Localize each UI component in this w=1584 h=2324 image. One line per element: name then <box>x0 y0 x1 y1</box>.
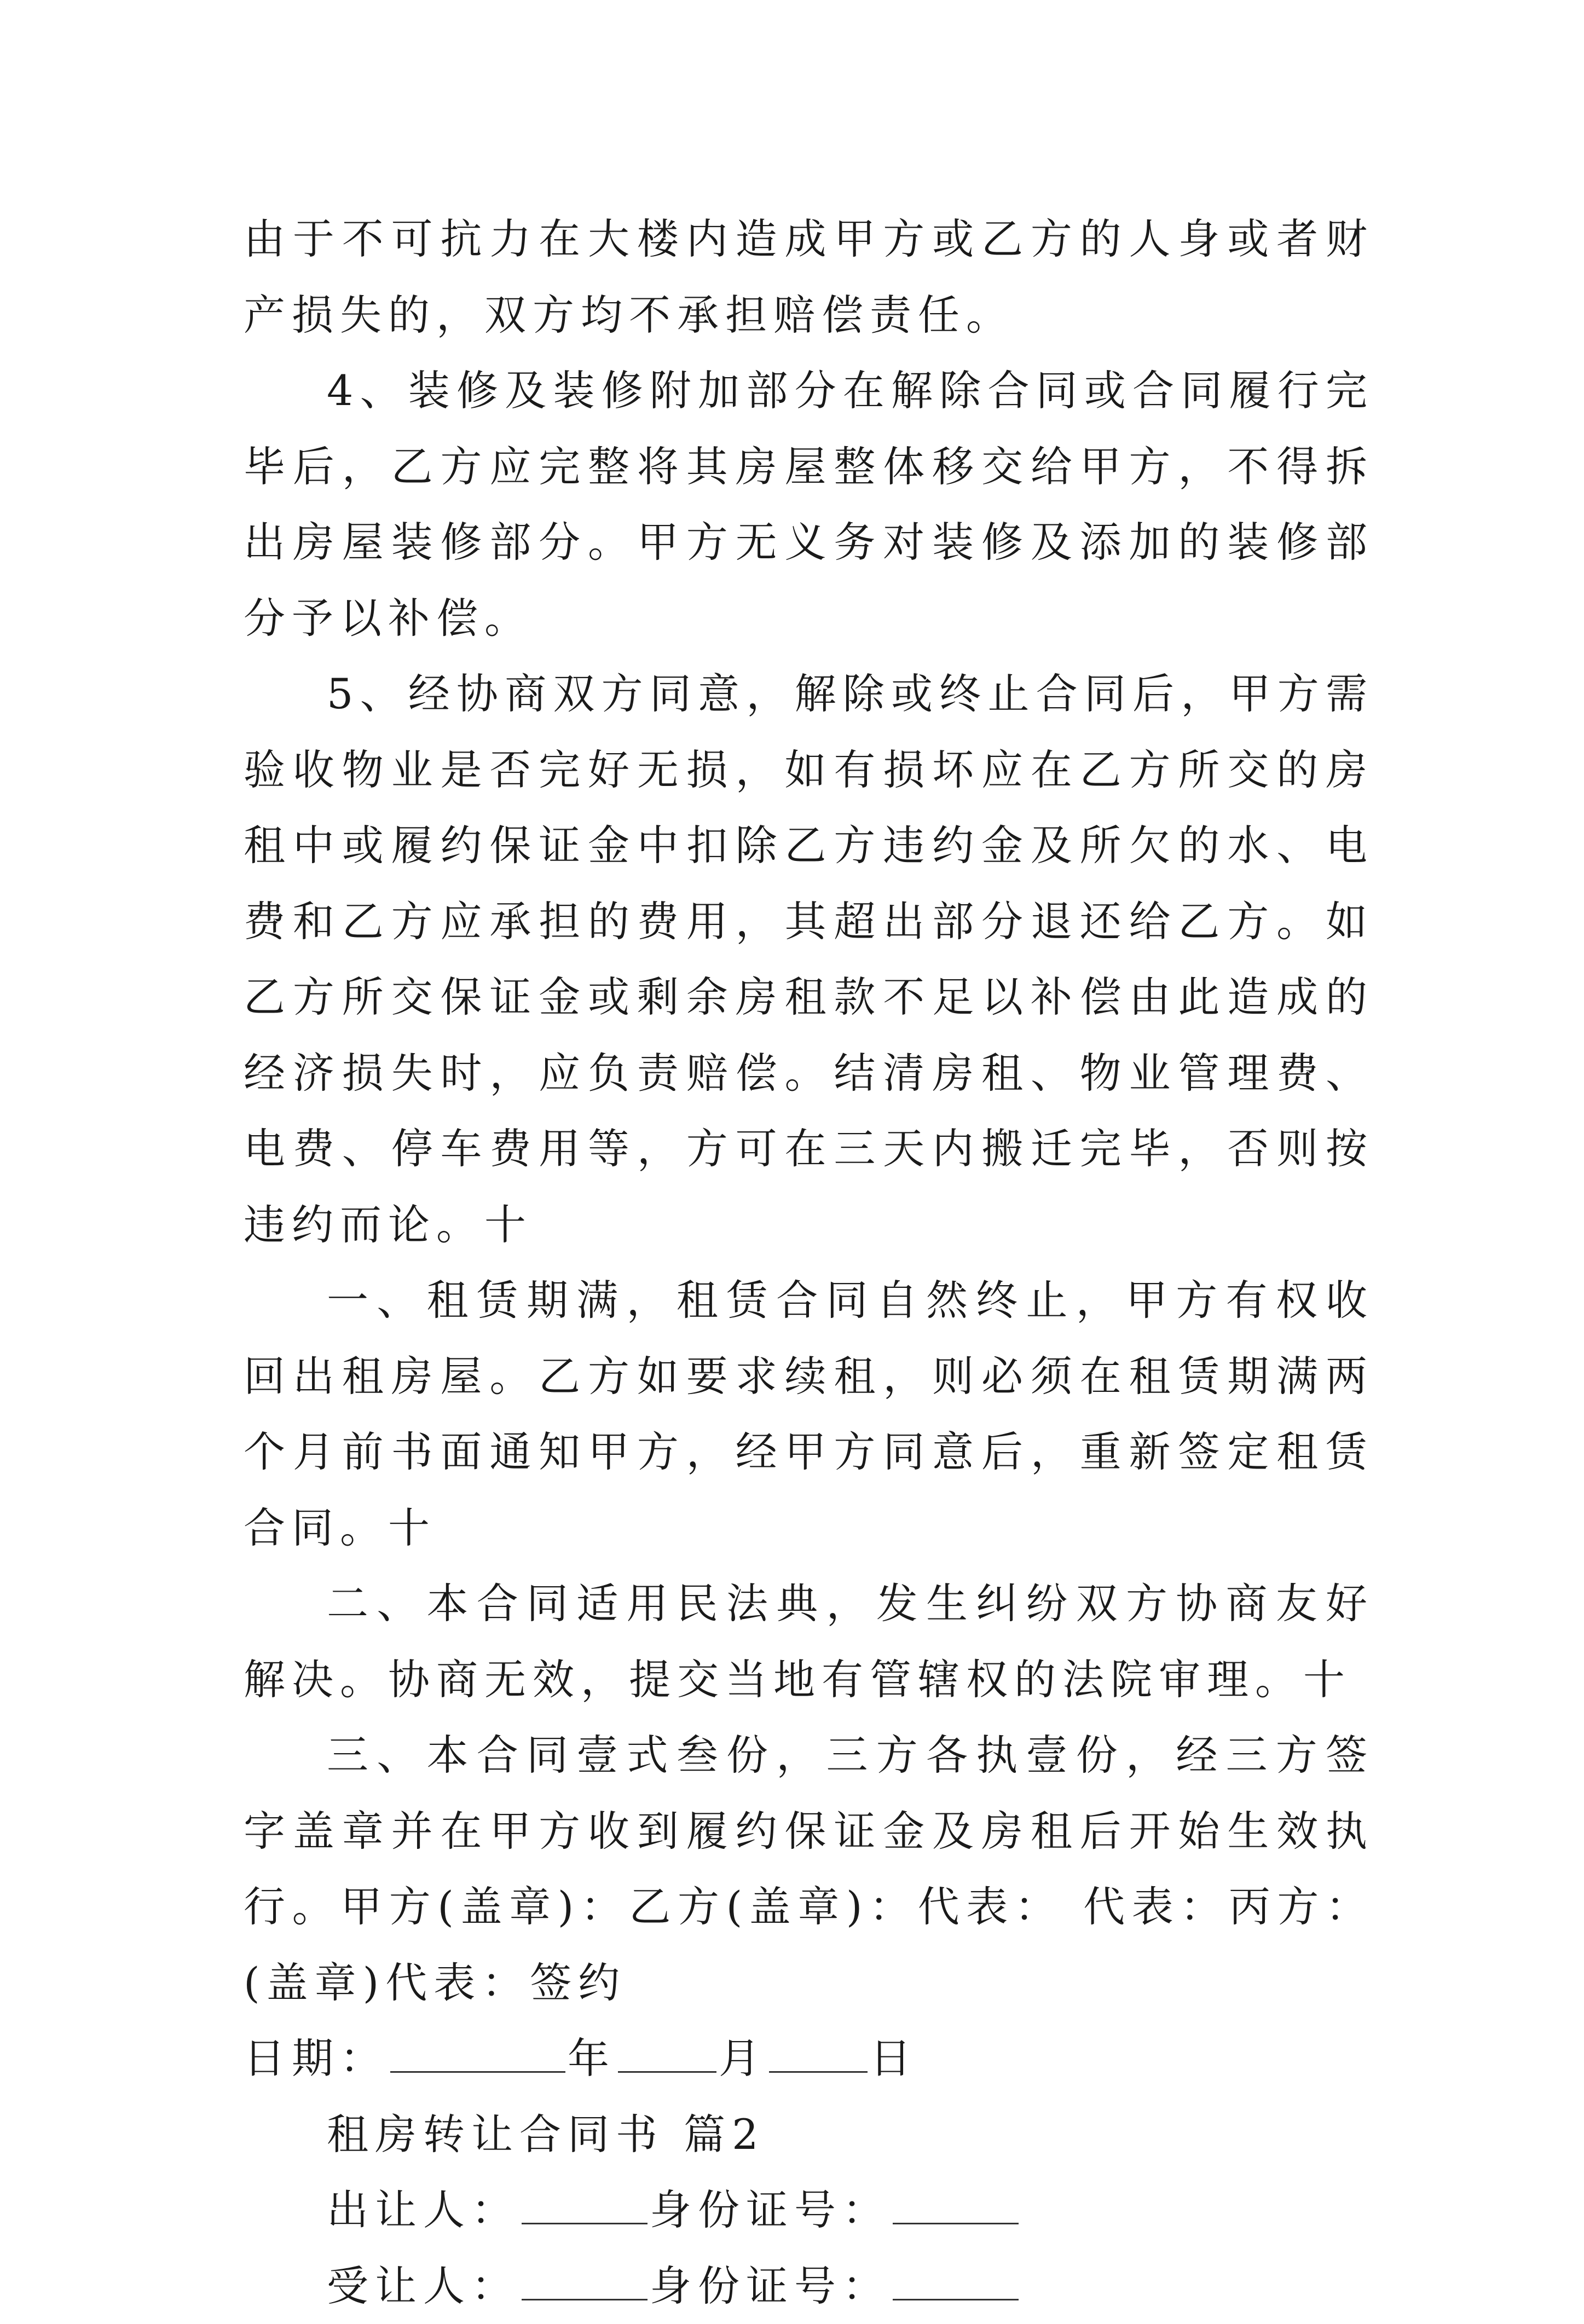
transferor-id-blank <box>893 2189 1019 2224</box>
year-label: 年 <box>568 2034 616 2083</box>
month-blank <box>618 2037 716 2073</box>
year-blank <box>390 2037 565 2073</box>
paragraph-article-12: 二、本合同适用民法典，发生纠纷双方协商友好解决。协商无效，提交当地有管辖权的法院审理。十 <box>244 1566 1374 1718</box>
paragraph-article-11: 一、租赁期满，租赁合同自然终止，甲方有权收回出租房屋。乙方如要求续租，则必须在租赁期满两个月前书面通知甲方，经甲方同意后，重新签定租赁合同。十 <box>244 1263 1374 1566</box>
month-label: 月 <box>719 2034 767 2083</box>
transferee-id-label: 身份证号： <box>650 2262 891 2310</box>
date-prefix: 日期： <box>244 2034 388 2083</box>
transferee-id-blank <box>893 2265 1019 2300</box>
transferor-label: 出让人： <box>327 2186 519 2234</box>
transferor-line <box>244 2172 1374 2248</box>
signing-date-line <box>244 2021 1374 2097</box>
section-title: 租房转让合同书 篇2 <box>244 2097 1374 2173</box>
day-blank <box>769 2037 868 2073</box>
transferor-name-blank <box>522 2189 648 2224</box>
paragraph-clause-5: 5、经协商双方同意，解除或终止合同后，甲方需验收物业是否完好无损，如有损坏应在乙方所交的房租中或履约保证金中扣除乙方违约金及所欠的水、电费和乙方应承担的费用，其超出部分退还给乙方。如乙方所交保证金或剩余房租款不足以补偿由此造成的经济损失时，应负责赔偿。结清房租、物业管理费、电费、停车费用等，方可在三天内搬迁完毕，否则按违约而论。十 <box>244 656 1374 1263</box>
transferee-label: 受让人： <box>327 2262 519 2310</box>
transferee-line <box>244 2248 1374 2324</box>
transferee-name-blank <box>522 2265 648 2300</box>
paragraph-clause-4: 4、装修及装修附加部分在解除合同或合同履行完毕后，乙方应完整将其房屋整体移交给甲方，不得拆出房屋装修部分。甲方无义务对装修及添加的装修部分予以补偿。 <box>244 353 1374 656</box>
day-label: 日 <box>870 2034 918 2083</box>
document-body <box>244 201 1374 2324</box>
paragraph-force-majeure: 由于不可抗力在大楼内造成甲方或乙方的人身或者财产损失的，双方均不承担赔偿责任。 <box>244 201 1374 353</box>
paragraph-article-13: 三、本合同壹式叁份，三方各执壹份，经三方签字盖章并在甲方收到履约保证金及房租后开始生效执行。甲方(盖章)：乙方(盖章)：代表： 代表：丙方：(盖章)代表：签约 <box>244 1718 1374 2021</box>
transferor-id-label: 身份证号： <box>650 2186 891 2234</box>
